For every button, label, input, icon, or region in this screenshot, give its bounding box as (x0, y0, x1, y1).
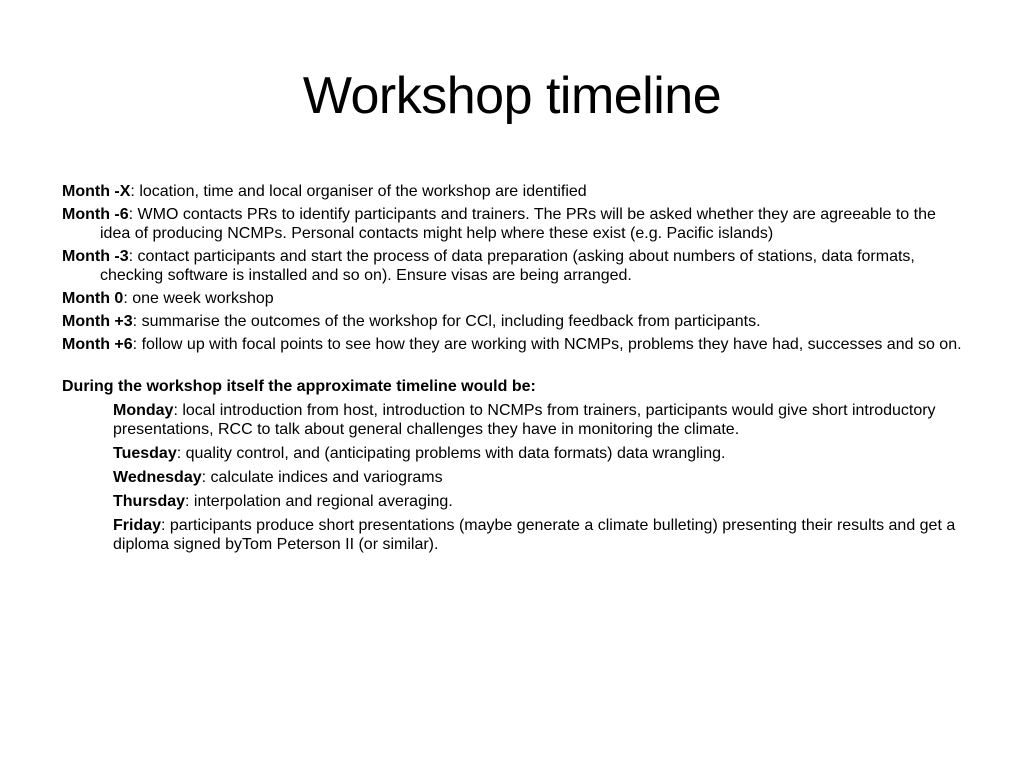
day-label: Monday (113, 402, 174, 419)
timeline-text: : contact participants and start the process of data preparation (asking about numbers of stations, data formats, checking software is installed and so on). Ensure visas are being arranged. (100, 248, 915, 284)
timeline-item-month-x (62, 182, 962, 201)
day-text: : interpolation and regional averaging. (185, 493, 453, 510)
timeline-label: Month -3 (62, 248, 129, 265)
timeline-item-month-0 (62, 289, 962, 308)
timeline-label: Month 0 (62, 290, 124, 307)
timeline-item-month-plus-3 (62, 312, 962, 331)
timeline-text: : WMO contacts PRs to identify participants and trainers. The PRs will be asked whether they are agreeable to the idea of producing NCMPs. Personal contacts might help where these exist (e.g. Pacific islands) (100, 206, 936, 242)
day-item-wednesday (113, 468, 962, 487)
timeline-label: Month -X (62, 183, 131, 200)
day-item-friday (113, 516, 962, 554)
slide-title: Workshop timeline (302, 67, 722, 125)
timeline-text: : one week workshop (123, 290, 274, 307)
day-item-thursday (113, 492, 962, 511)
timeline-item-month-3 (62, 247, 962, 285)
timeline-label: Month +3 (62, 313, 133, 330)
timeline-text: : location, time and local organiser of the workshop are identified (130, 183, 587, 200)
day-text: : calculate indices and variograms (201, 469, 443, 486)
timeline-item-month-plus-6 (62, 335, 962, 354)
timeline-text: : summarise the outcomes of the workshop for CCl, including feedback from participants. (132, 313, 761, 330)
workshop-heading: During the workshop itself the approximate timeline would be: (62, 378, 536, 395)
day-text: : quality control, and (anticipating problems with data formats) data wrangling. (176, 445, 726, 462)
timeline-text: : follow up with focal points to see how they are working with NCMPs, problems they have had, successes and so on. (132, 336, 962, 353)
timeline-item-month-6 (62, 205, 962, 243)
timeline-label: Month -6 (62, 206, 129, 223)
day-label: Wednesday (113, 469, 202, 486)
timeline-label: Month +6 (62, 336, 133, 353)
day-item-monday (113, 401, 962, 439)
day-text: : participants produce short presentations (maybe generate a climate bulleting) presenting their results and get a diploma signed byTom Peterson II (or similar). (113, 517, 956, 553)
day-label: Tuesday (113, 445, 177, 462)
day-item-tuesday (113, 444, 962, 463)
slide-body (62, 182, 962, 559)
day-label: Thursday (113, 493, 186, 510)
day-text: : local introduction from host, introduction to NCMPs from trainers, participants would give short introductory presentations, RCC to talk about general challenges they have in monitoring the climate. (113, 402, 936, 438)
day-label: Friday (113, 517, 162, 534)
